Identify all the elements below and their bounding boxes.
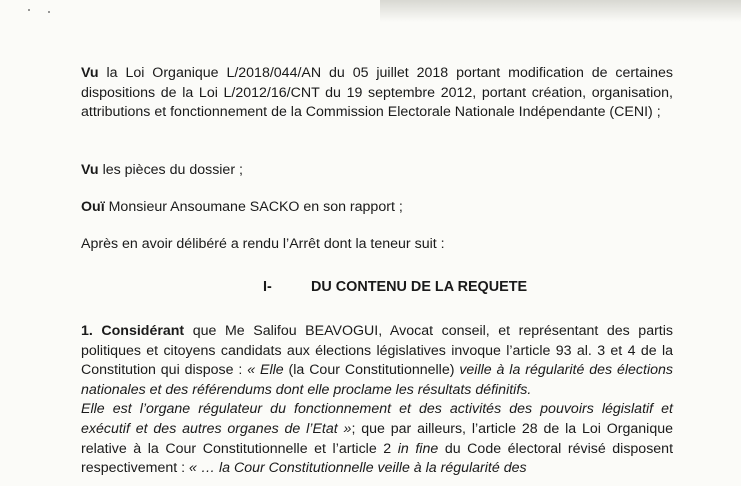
paragraph-text: ; que par ailleurs, l’article 28 de la Loi Organique relative à la Cour Constitutionnelle et l’article 2: [81, 420, 673, 457]
scan-speck: [28, 9, 30, 11]
latin-term: in fine: [397, 440, 439, 457]
paragraph-text: que Me Salifou BEAVOGUI, Avocat conseil, et représentant des partis politiques et citoyens candidats aux élections législatives invoque l’article 93 al. 3 et 4 de la Constitution qui dispose :: [81, 323, 673, 379]
paragraph-text: la Loi Organique L/2018/044/AN du 05 juillet 2018 portant modification de certaines dispositions de la Loi L/2012/16/CNT du 19 septembre 2012, portant création, organisation, attributions et fonctionnement de la Commission Electorale Nationale Indépendante (CENI) ;: [81, 65, 673, 121]
paragraph-oui: [81, 198, 673, 218]
quote-text: veille à la régularité des élections nationales et des référendums dont elle proclame les résultats définitifs.: [81, 362, 673, 398]
quote-text: « … la Cour Constitutionnelle veille à la régularité des: [189, 460, 527, 477]
quote-text: Elle est l’organe régulateur du fonctionnement et des activités des pouvoirs législatif et exécutif et des autres organes de l’Etat »: [81, 401, 673, 437]
parenthetical: (la Cour Constitutionnelle): [288, 362, 455, 379]
paragraph-text: Après en avoir délibéré a rendu l’Arrêt dont la teneur suit :: [81, 236, 445, 252]
paragraph-lead: 1. Considérant: [81, 323, 185, 339]
paragraph-vu-loi: [81, 64, 673, 123]
section-title: DU CONTENU DE LA REQUETE: [311, 279, 528, 295]
paragraph-text: du Code électoral révisé disposent respectivement :: [81, 440, 674, 477]
quote-text: « Elle: [247, 362, 284, 379]
paragraph-apres: [81, 235, 673, 255]
scan-speck: [48, 11, 50, 13]
paragraph-text: Monsieur Ansoumane SACKO en son rapport ;: [108, 199, 403, 215]
paragraph-lead: Ouï: [81, 199, 105, 215]
section-number: I-: [263, 279, 272, 295]
scan-shadow-top: [380, 0, 741, 22]
paragraph-lead: Vu: [81, 162, 99, 178]
paragraph-text: les pièces du dossier ;: [102, 162, 243, 178]
paragraph-considerant: [81, 322, 673, 479]
paragraph-lead: Vu: [81, 65, 99, 81]
paragraph-vu-pieces: [81, 161, 673, 181]
